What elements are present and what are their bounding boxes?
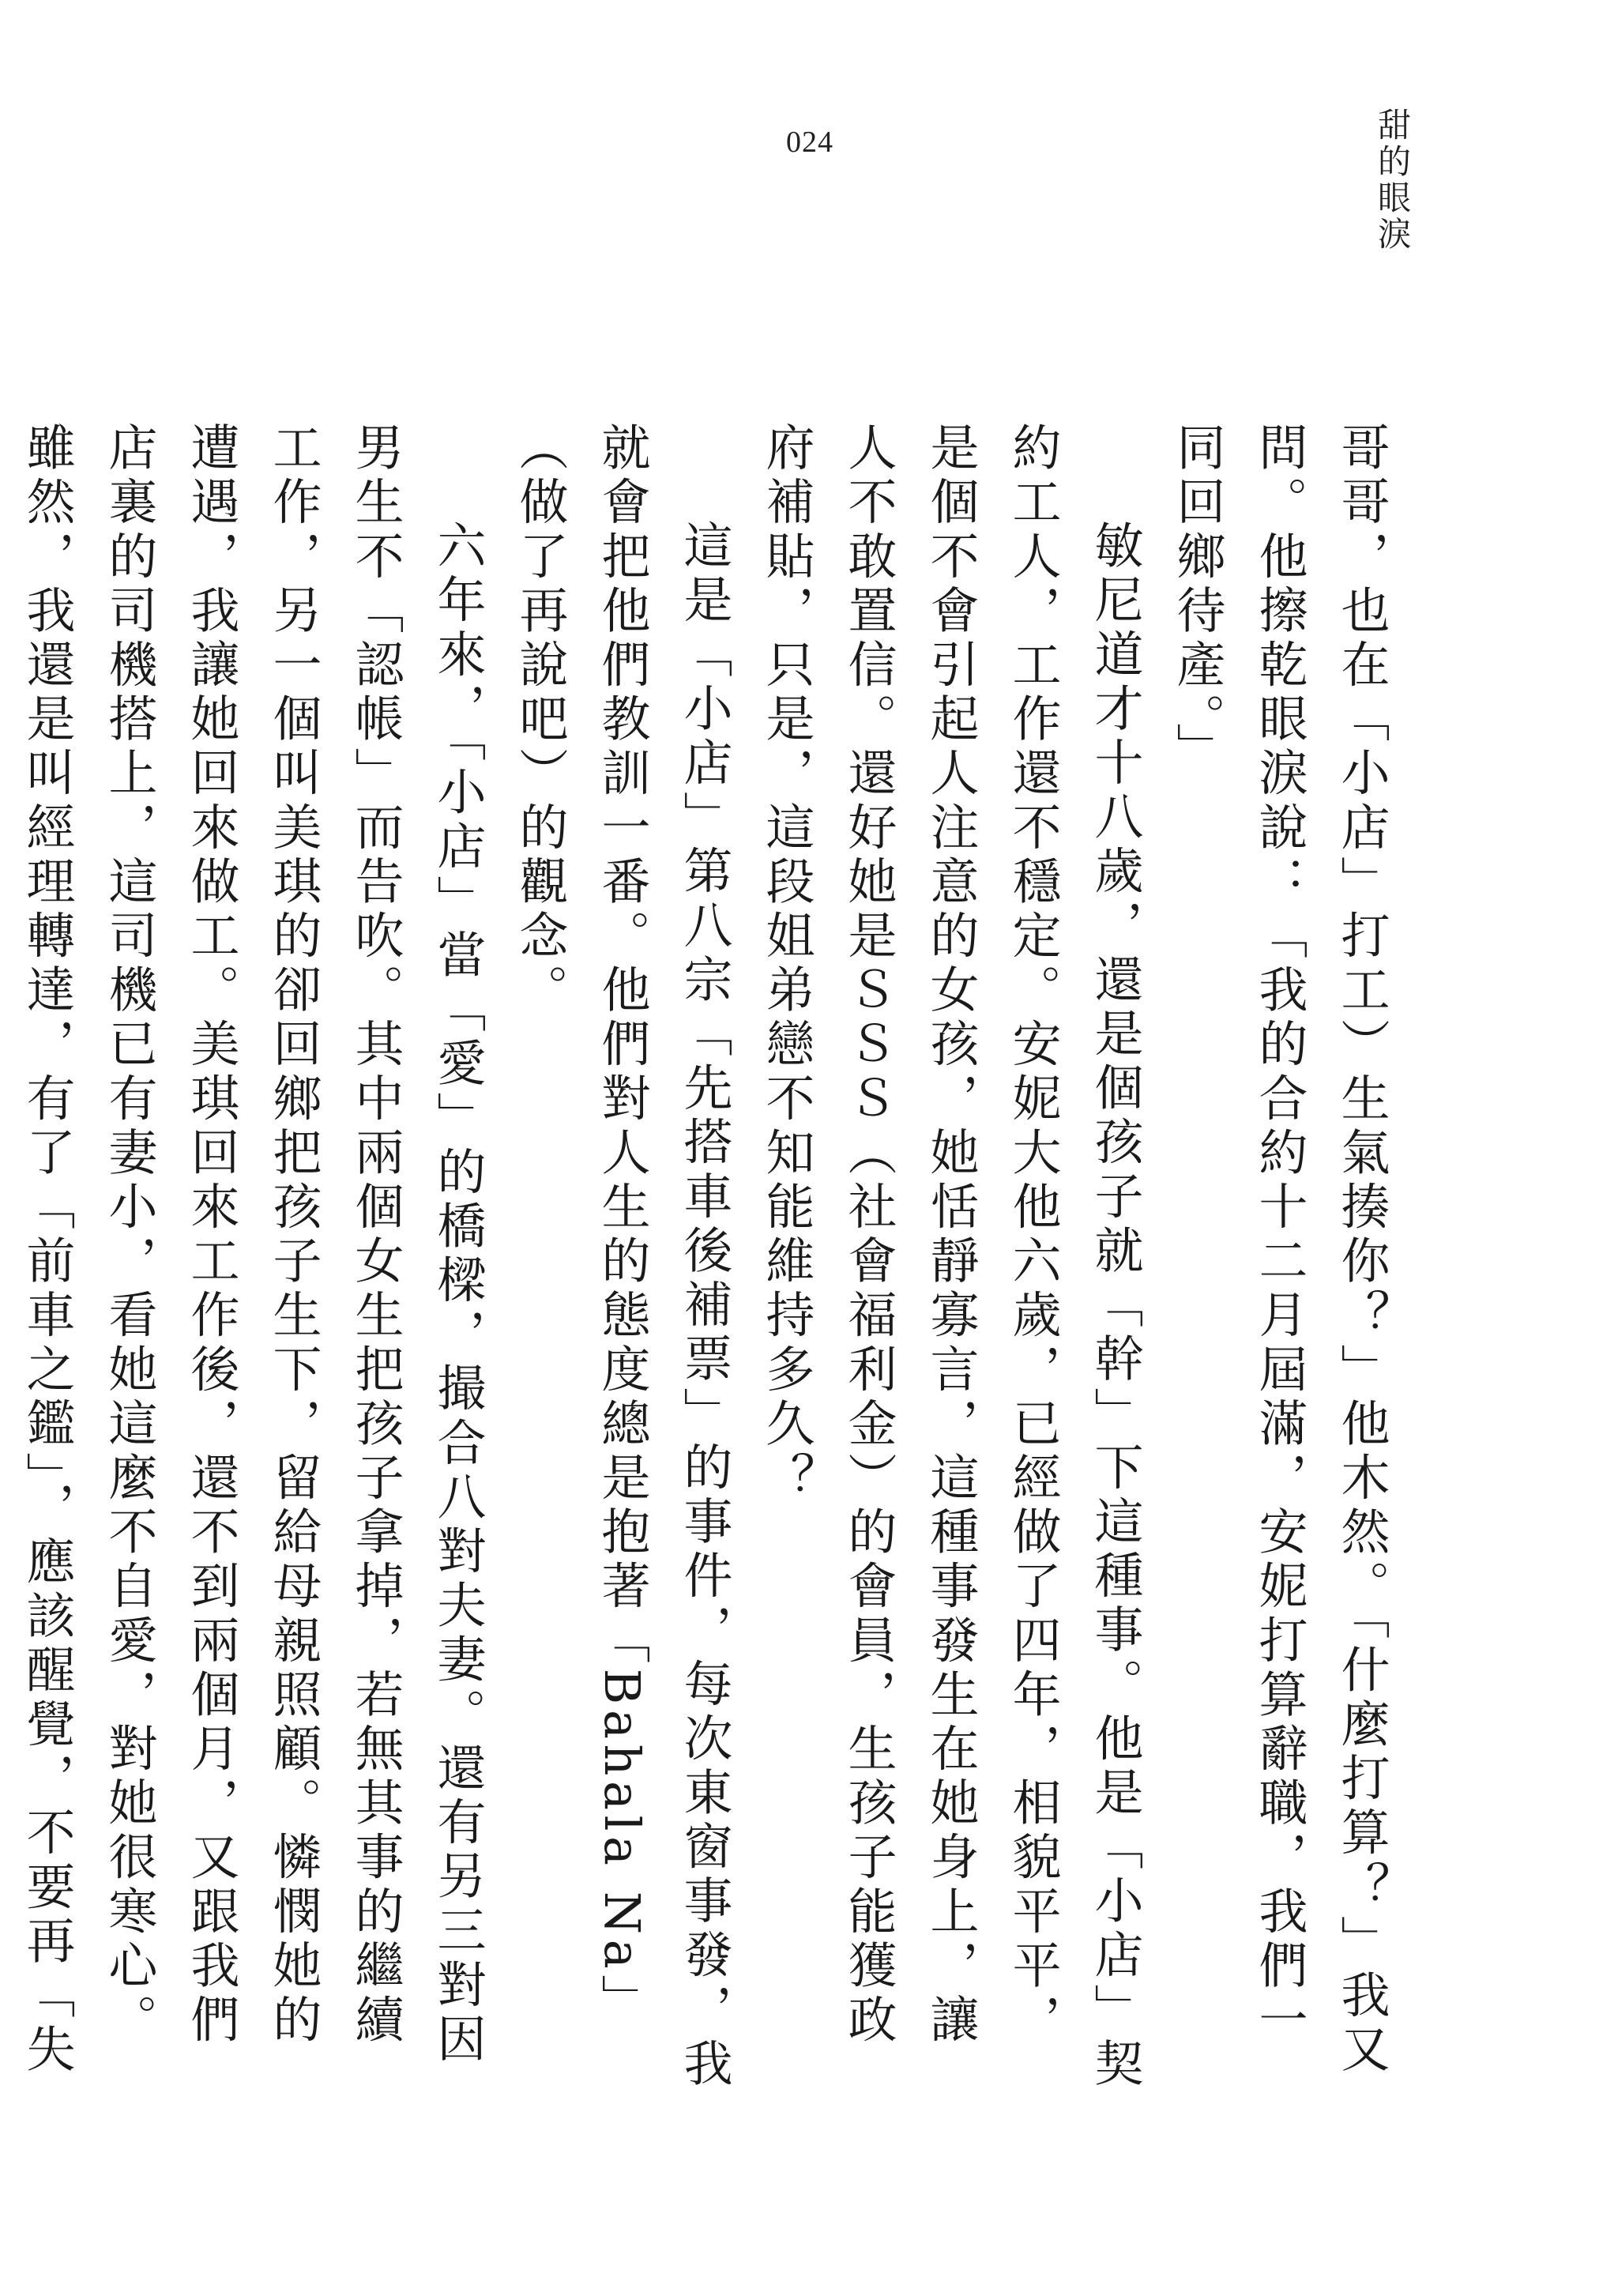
- paragraph-continuation: 哥哥，也在「小店」打工）生氣揍你？」他木然。「什麼打算？」我又問。他擦乾眼淚說：「我的合約十二月屆滿，安妮打算辭職，我們一同回鄉待產。」: [1168, 422, 1390, 2078]
- running-title: 甜的眼淚: [1373, 107, 1412, 253]
- body-text: [18, 422, 1402, 2100]
- paragraph: 這是「小店」第八宗「先搭車後補票」的事件，每次東窗事發，我就會把他們教訓一番。他們對人生的態度總是抱著「Bahala Na」（做了再說吧）的觀念。: [511, 422, 733, 2092]
- paragraph: 敏尼道才十八歲，還是個孩子就「幹」下這種事。他是「小店」契約工人，工作還不穩定。安妮大他六歲，已經做了四年，相貌平平，是個不會引起人注意的女孩，她恬靜寡言，這種事發生在她身上，讓人不敢置信。還好她是ＳＳＳ（社會福利金）的會員，生孩子能獲政府補貼，只是，這段姐弟戀不知能維持多久？: [758, 422, 1144, 2092]
- page-number: 024: [786, 126, 833, 159]
- paragraph: 六年來，「小店」當「愛」的橋樑，撮合八對夫妻。還有另三對因男生不「認帳」而告吹。其中兩個女生把孩子拿掉，若無其事的繼續工作，另一個叫美琪的卻回鄉把孩子生下，留給母親照顧。憐憫她的遭遇，我讓她回來做工。美琪回來工作後，還不到兩個月，又跟我們店裏的司機搭上，這司機已有妻小，看她這麼不自愛，對她很寒心。雖然，我還是叫經理轉達，有了「前車之鑑」，應該醒覺，不要再「失: [18, 422, 487, 2078]
